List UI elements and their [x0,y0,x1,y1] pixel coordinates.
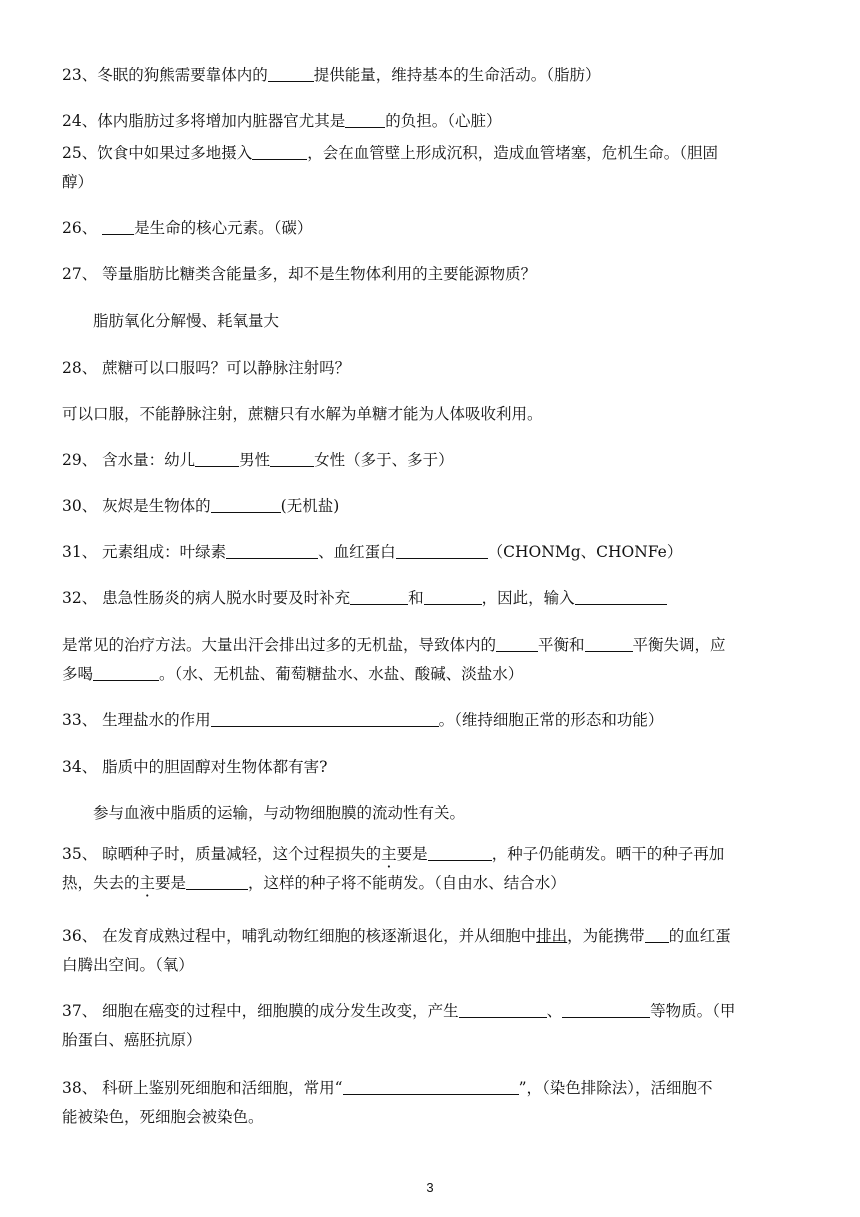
question-38-cont: 能被染色，死细胞会被染色。 [62,1108,264,1126]
blank [268,64,314,82]
question-28: 28、 蔗糖可以口服吗？可以静脉注射吗？ [62,359,351,377]
question-24: 24、体内脂肪过多将增加内脏器官尤其是 的负担。（心脏） [62,112,502,130]
blank [645,925,669,943]
question-37-cont: 胎蛋白、癌胚抗原） [62,1031,202,1049]
emphasis-char: 主 [139,874,156,892]
blank [496,634,538,652]
blank [345,110,385,128]
blank [424,587,482,605]
answer-27: 脂肪氧化分解慢、耗氧量大 [93,312,280,330]
question-35-cont: 热，失去的主要是 ，这样的种子将不能萌发。（自由水、结合水） [62,874,566,892]
question-36: 36、 在发育成熟过程中，哺乳动物红细胞的核逐渐退化，并从细胞中排出，为能携带 的血红蛋 [62,927,731,945]
question-25: 25、饮食中如果过多地摄入 ，会在血管壁上形成沉积，造成血管堵塞，危机生命。（胆固 [62,144,718,162]
blank [575,587,667,605]
question-23: 23、冬眠的狗熊需要靠体内的 提供能量，维持基本的生命活动。（脂肪） [62,66,601,84]
question-32-cont: 是常见的治疗方法。大量出汗会排出过多的无机盐，导致体内的 平衡和 平衡失调，应 [62,636,726,654]
blank [562,1000,650,1018]
question-32: 32、 患急性肠炎的病人脱水时要及时补充 和 ，因此，输入 [62,587,808,609]
blank [93,663,159,681]
question-32-cont2: 多喝 。（水、无机盐、葡萄糖盐水、水盐、酸碱、淡盐水） [62,665,524,683]
blank [102,217,134,235]
question-27: 27、 等量脂肪比糖类含能量多，却不是生物体利用的主要能源物质？ [62,265,537,283]
question-31: 31、 元素组成：叶绿素 、血红蛋白 （CHONMg、CHONFe） [62,543,683,561]
answer-28: 可以口服，不能静脉注射，蔗糖只有水解为单糖才能为人体吸收利用。 [62,405,543,423]
question-34: 34、 脂质中的胆固醇对生物体都有害? [62,758,328,776]
question-35: 35、 晾晒种子时，质量减轻，这个过程损失的主要是 ，种子仍能萌发。晒干的种子再加 [62,845,725,863]
blank [343,1077,519,1095]
blank [211,709,439,727]
underlined-text: 排出 [536,927,568,945]
blank [195,449,239,467]
question-26: 26、 是生命的核心元素。（碳） [62,219,313,237]
blank [252,142,307,160]
question-33: 33、 生理盐水的作用 。（维持细胞正常的形态和功能） [62,711,664,729]
question-36-cont: 白腾出空间。（氧） [62,956,194,974]
blank [270,449,314,467]
question-37: 37、 细胞在癌变的过程中，细胞膜的成分发生改变，产生 、 等物质。（甲 [62,1002,736,1020]
blank [350,587,408,605]
blank [396,541,488,559]
question-25-cont: 醇） [62,173,94,191]
blank [428,843,492,861]
question-30: 30、 灰烬是生物体的 (无机盐) [62,497,340,515]
blank [459,1000,547,1018]
blank [186,872,248,890]
page-number: 3 [426,1180,434,1195]
answer-34: 参与血液中脂质的运输，与动物细胞膜的流动性有关。 [93,804,466,822]
blank [226,541,318,559]
question-29: 29、 含水量：幼儿 男性 女性（多于、多于） [62,451,454,469]
emphasis-char: 主 [381,845,397,863]
question-38: 38、 科研上鉴别死细胞和活细胞，常用“ ”，（染色排除法），活细胞不 [62,1079,713,1097]
blank [211,495,281,513]
blank [585,634,633,652]
